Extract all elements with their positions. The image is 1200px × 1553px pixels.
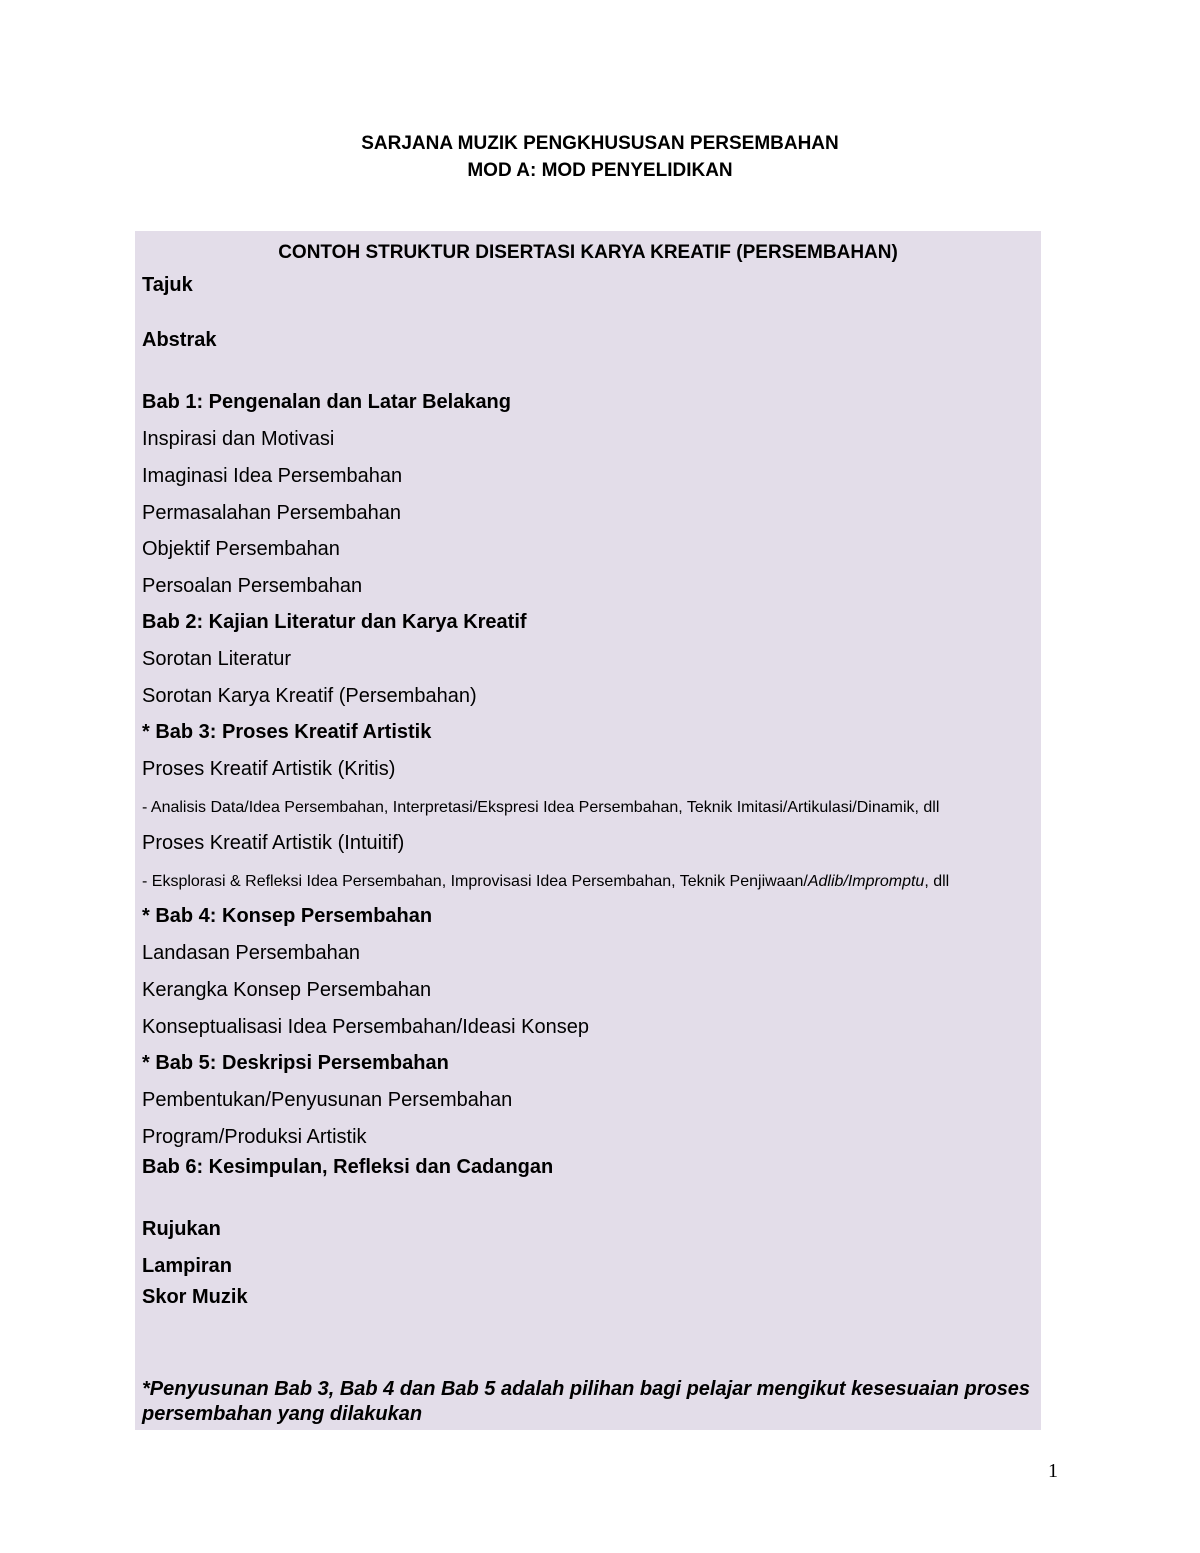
bab3-detail (142, 874, 949, 890)
header-title: SARJANA MUZIK PENGKHUSUSAN PERSEMBAHAN (361, 133, 839, 154)
bab4-item: Konseptualisasi Idea Persembahan/Ideasi Konsep (142, 1016, 589, 1038)
section-skor-muzik: Skor Muzik (142, 1286, 248, 1308)
document-header (0, 130, 1200, 184)
section-rujukan: Rujukan (142, 1218, 221, 1240)
structure-panel (135, 231, 1041, 1430)
bab2-item: Sorotan Karya Kreatif (Persembahan) (142, 685, 477, 707)
section-abstrak: Abstrak (142, 329, 217, 351)
bab2-heading: Bab 2: Kajian Literatur dan Karya Kreatif (142, 611, 527, 633)
bab1-item: Persoalan Persembahan (142, 575, 363, 597)
bab5-heading: * Bab 5: Deskripsi Persembahan (142, 1052, 449, 1074)
bab3-item: Proses Kreatif Artistik (Kritis) (142, 758, 396, 780)
bab3-detail-italic: Adlib/Impromptu (807, 873, 925, 890)
bab1-item: Objektif Persembahan (142, 538, 340, 560)
section-lampiran: Lampiran (142, 1255, 233, 1277)
bab5-item: Pembentukan/Penyusunan Persembahan (142, 1089, 513, 1111)
panel-title: CONTOH STRUKTUR DISERTASI KARYA KREATIF (PERSEMBAHAN) (278, 242, 898, 263)
bab1-item: Imaginasi Idea Persembahan (142, 465, 403, 487)
section-tajuk: Tajuk (142, 274, 193, 296)
bab3-detail-suffix: , dll (924, 873, 950, 890)
bab1-item: Inspirasi dan Motivasi (142, 428, 335, 450)
bab4-item: Kerangka Konsep Persembahan (142, 979, 432, 1001)
bab1-item: Permasalahan Persembahan (142, 502, 402, 524)
bab6-heading: Bab 6: Kesimpulan, Refleksi dan Cadangan (142, 1156, 554, 1178)
footnote: *Penyusunan Bab 3, Bab 4 dan Bab 5 adalah pilihan bagi pelajar mengikut kesesuaian proses persembahan yang dilakukan (142, 1378, 1031, 1425)
page-number: 1 (1048, 1460, 1058, 1482)
header-subtitle: MOD A: MOD PENYELIDIKAN (467, 160, 733, 181)
bab4-heading: * Bab 4: Konsep Persembahan (142, 905, 433, 927)
bab4-item: Landasan Persembahan (142, 942, 360, 964)
bab3-detail: - Analisis Data/Idea Persembahan, Interpretasi/Ekspresi Idea Persembahan, Teknik Imitasi/Artikulasi/Dinamik, dll (142, 799, 940, 816)
bab3-item: Proses Kreatif Artistik (Intuitif) (142, 832, 405, 854)
bab3-detail-text: - Eksplorasi & Refleksi Idea Persembahan, Improvisasi Idea Persembahan, Teknik Penjiwaan/ (142, 873, 808, 890)
bab1-heading: Bab 1: Pengenalan dan Latar Belakang (142, 391, 511, 413)
bab3-heading: * Bab 3: Proses Kreatif Artistik (142, 721, 432, 743)
bab2-item: Sorotan Literatur (142, 648, 291, 670)
bab5-item: Program/Produksi Artistik (142, 1126, 367, 1148)
